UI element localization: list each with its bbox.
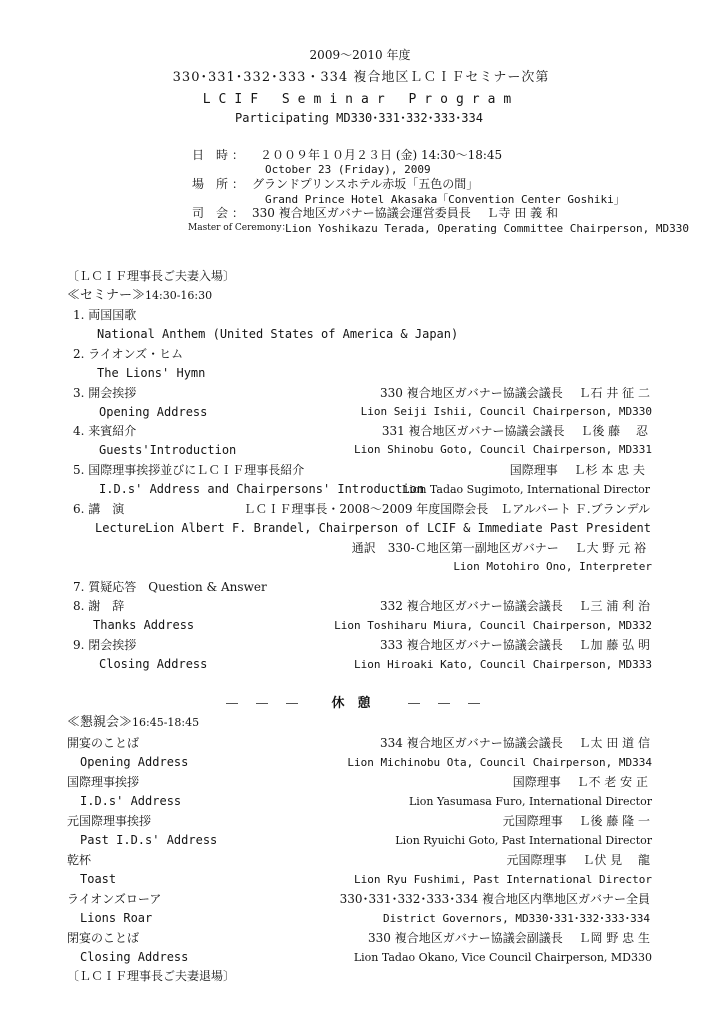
speaker-jp: 331 複合地区ガバナー協議会議長 Ｌ後 藤 忍 bbox=[381, 424, 648, 438]
mc-label: 司 会 ： bbox=[192, 206, 244, 220]
date-label: 日 時 ： bbox=[192, 148, 244, 162]
divider-dash bbox=[226, 703, 238, 704]
program-item-en: National Anthem (United States of America & Japan) bbox=[97, 327, 459, 341]
date-jp: ２００９年１０月２３日 (金) 14:30〜18:45 bbox=[260, 148, 503, 162]
divider-dash bbox=[256, 703, 268, 704]
speaker-jp: 330 複合地区ガバナー協議会議長 Ｌ石 井 征 二 bbox=[380, 386, 650, 400]
speaker-jp: 330･331･332･333･334 複合地区内準地区ガバナー全員 bbox=[339, 892, 650, 906]
program-item-jp: 乾杯 bbox=[67, 853, 92, 867]
lcif-exit: 〔ＬＣＩＦ理事長ご夫妻退場〕 bbox=[67, 969, 236, 983]
reception-time: 16:45-18:45 bbox=[132, 716, 200, 729]
page-title-jp: 330･331･332･333・334 複合地区ＬＣＩＦセミナー次第 bbox=[172, 70, 550, 85]
speaker-en: Lion Ryuichi Goto, Past International Director bbox=[395, 834, 652, 847]
seminar-heading-label: ≪セミナー≫ bbox=[67, 288, 146, 303]
program-item-en: Closing Address bbox=[99, 657, 208, 671]
divider-dash bbox=[408, 703, 420, 704]
reception-heading-label: ≪懇親会≫ bbox=[67, 715, 133, 730]
speaker-jp: 国際理事 Ｌ杉 本 忠 夫 bbox=[509, 463, 645, 477]
program-item-en: I.D.s' Address bbox=[80, 794, 182, 808]
lcif-entrance: 〔ＬＣＩＦ理事長ご夫妻入場〕 bbox=[67, 269, 236, 283]
program-item-jp: 7. 質疑応答 Question & Answer bbox=[73, 580, 267, 594]
speaker-jp: 330 複合地区ガバナー協議会副議長 Ｌ岡 野 忠 生 bbox=[368, 931, 650, 945]
program-item-jp: 閉宴のことば bbox=[67, 931, 140, 945]
speaker-en: Lion Ryu Fushimi, Past International Director bbox=[353, 873, 652, 886]
break-label: 休 憩 bbox=[331, 696, 371, 711]
speaker-en: Lion Tadao Sugimoto, International Director bbox=[401, 483, 650, 496]
program-item-jp: 8. 謝 辞 bbox=[73, 599, 125, 613]
page-title-en: LCIF Seminar Program bbox=[202, 92, 520, 107]
program-item-jp: ライオンズローア bbox=[67, 892, 162, 906]
speaker-jp: 334 複合地区ガバナー協議会議長 Ｌ太 田 道 信 bbox=[380, 736, 650, 750]
speaker-jp: 国際理事 Ｌ不 老 安 正 bbox=[512, 775, 648, 789]
speaker-en: Lion Michinobu Ota, Council Chairperson, MD334 bbox=[347, 756, 652, 769]
speaker-jp: 332 複合地区ガバナー協議会議長 Ｌ三 浦 利 治 bbox=[380, 599, 650, 613]
interpreter-en: Lion Motohiro Ono, Interpreter bbox=[453, 560, 652, 573]
speaker-jp: 333 複合地区ガバナー協議会議長 Ｌ加 藤 弘 明 bbox=[380, 638, 650, 652]
program-item-jp: 国際理事挨拶 bbox=[67, 775, 140, 789]
speaker-en: District Governors, MD330･331･332･333･334 bbox=[382, 912, 650, 925]
program-item-en: Past I.D.s' Address bbox=[80, 833, 218, 847]
program-item-en: Guests'Introduction bbox=[99, 443, 237, 457]
program-item-en: Thanks Address bbox=[93, 618, 195, 632]
participating-line: Participating MD330･331･332･333･334 bbox=[235, 111, 483, 125]
speaker-en: Lion Tadao Okano, Vice Council Chairperson, MD330 bbox=[353, 951, 652, 964]
speaker-en: Lion Albert F. Brandel, Chairperson of LCIF & Immediate Past President bbox=[145, 521, 651, 535]
speaker-jp: 元国際理事 Ｌ伏 見 龍 bbox=[506, 853, 650, 867]
program-item-en: Closing Address bbox=[80, 950, 189, 964]
program-item-jp: 1. 両国国歌 bbox=[73, 308, 137, 322]
speaker-jp: ＬＣＩＦ理事長・2008〜2009 年度国際会長 Ｌアルバート Ｆ.ブランデル bbox=[243, 502, 650, 516]
speaker-en: Lion Hiroaki Kato, Council Chairperson, MD333 bbox=[353, 658, 652, 671]
speaker-jp: 元国際理事 Ｌ後 藤 隆 一 bbox=[502, 814, 650, 828]
place-label: 場 所 ： bbox=[192, 177, 244, 191]
program-item-jp: 開宴のことば bbox=[67, 736, 140, 750]
date-en: October 23 (Friday), 2009 bbox=[265, 163, 431, 176]
program-item-jp: 9. 閉会挨拶 bbox=[73, 638, 137, 652]
speaker-en: Lion Yasumasa Furo, International Director bbox=[408, 795, 652, 808]
place-en: Grand Prince Hotel Akasaka「Convention Center Goshiki」 bbox=[265, 193, 625, 206]
divider-dash bbox=[468, 703, 480, 704]
program-item-jp: 2. ライオンズ・ヒム bbox=[73, 347, 184, 361]
program-item-en: Lecture bbox=[95, 521, 146, 535]
program-item-en: Toast bbox=[80, 872, 117, 886]
program-item-jp: 元国際理事挨拶 bbox=[67, 814, 152, 828]
divider-dash bbox=[438, 703, 450, 704]
program-item-jp: 6. 講 演 bbox=[73, 502, 125, 516]
seminar-time: 14:30-16:30 bbox=[145, 289, 213, 302]
mc-en-label: Master of Ceremony： bbox=[188, 223, 291, 233]
mc-jp: 330 複合地区ガバナー協議会運営委員長 Ｌ寺 田 義 和 bbox=[252, 206, 558, 220]
speaker-en: Lion Seiji Ishii, Council Chairperson, MD330 bbox=[360, 405, 652, 418]
program-item-jp: 3. 開会挨拶 bbox=[73, 386, 137, 400]
place-jp: グランドプリンスホテル赤坂「五色の間」 bbox=[252, 177, 479, 191]
speaker-en: Lion Toshiharu Miura, Council Chairperson, MD332 bbox=[334, 619, 652, 632]
speaker-en: Lion Shinobu Goto, Council Chairperson, MD331 bbox=[353, 443, 652, 456]
program-item-jp: 5. 国際理事挨拶並びにＬＣＩＦ理事長紹介 bbox=[73, 463, 305, 477]
year-heading: 2009〜2010 年度 bbox=[309, 48, 411, 62]
divider-dash bbox=[286, 703, 298, 704]
reception-heading bbox=[67, 716, 199, 729]
program-item-en: Opening Address bbox=[80, 755, 189, 769]
program-item-jp: 4. 来賓紹介 bbox=[73, 424, 137, 438]
seminar-heading bbox=[67, 289, 212, 302]
program-item-en: I.D.s' Address and Chairpersons' Introduction bbox=[99, 482, 425, 496]
program-item-en: The Lions' Hymn bbox=[97, 366, 206, 380]
program-item-en: Opening Address bbox=[99, 405, 208, 419]
program-item-en: Lions Roar bbox=[80, 911, 153, 925]
mc-en: Lion Yoshikazu Terada, Operating Committee Chairperson, MD330 bbox=[285, 222, 689, 235]
interpreter-jp: 通訳 330-Ｃ地区第一副地区ガバナー Ｌ大 野 元 裕 bbox=[351, 541, 646, 555]
